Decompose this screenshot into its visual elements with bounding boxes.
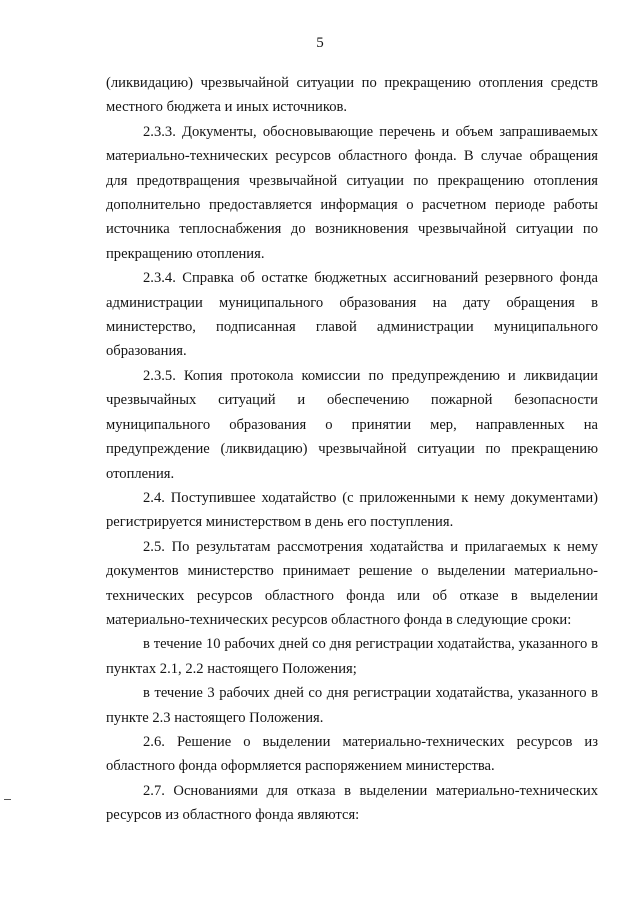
document-body [106, 71, 598, 828]
paragraph-2-5: 2.5. По результатам рассмотрения ходатайства и прилагаемых к нему документов министерство принимает решение о выделении материально-технических ресурсов областного фонда или об отказе в выделении материально-технических ресурсов областного фонда в следующие сроки: [106, 538, 598, 628]
paragraph-2-6: 2.6. Решение о выделении материально-технических ресурсов из областного фонда оформляется распоряжением министерства. [106, 733, 598, 775]
paragraph-term-10-days: в течение 10 рабочих дней со дня регистрации ходатайства, указанного в пунктах 2.1, 2.2 настоящего Положения; [106, 636, 598, 677]
margin-mark [4, 799, 11, 800]
paragraph-continuation: (ликвидацию) чрезвычайной ситуации по прекращению отопления средств местного бюджета и иных источников. [106, 75, 598, 116]
page-number: 5 [316, 35, 324, 51]
paragraph-2-3-3: 2.3.3. Документы, обосновывающие перечень и объем запрашиваемых материально-технических ресурсов областного фонда. В случае обращения для предотвращения чрезвычайной ситуации по прекращению отопления дополнительно предоставляется информация о расчетном периоде работы источника теплоснабжения до возникновения чрезвычайной ситуации по прекращению отопления. [106, 123, 598, 262]
paragraph-2-3-4: 2.3.4. Справка об остатке бюджетных ассигнований резервного фонда администрации муниципального образования на дату обращения в министерство, подписанная главой администрации муниципального образования. [106, 270, 598, 360]
paragraph-term-3-days: в течение 3 рабочих дней со дня регистрации ходатайства, указанного в пункте 2.3 настоящего Положения. [106, 685, 598, 726]
paragraph-2-3-5: 2.3.5. Копия протокола комиссии по предупреждению и ликвидации чрезвычайных ситуаций и обеспечению пожарной безопасности муниципального образования о принятии мер, направленных на предупреждение (ликвидацию) чрезвычайной ситуации по прекращению отопления. [106, 367, 598, 482]
paragraph-2-4: 2.4. Поступившее ходатайство (с приложенными к нему документами) регистрируется министерством в день его поступления. [106, 489, 598, 531]
paragraph-2-7: 2.7. Основаниями для отказа в выделении материально-технических ресурсов из областного фонда являются: [106, 782, 598, 824]
